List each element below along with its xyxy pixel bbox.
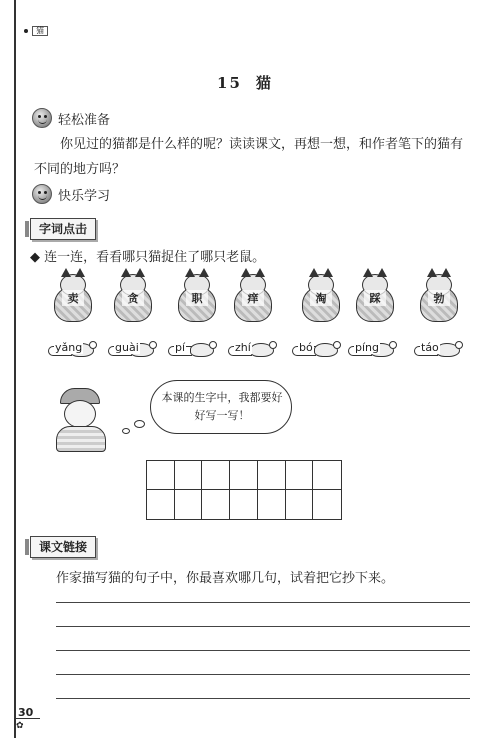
chapter-tab: [24, 26, 48, 37]
cat-character: 勃: [428, 290, 450, 306]
page-number-rule: [14, 718, 40, 719]
mouse-pinyin: yǎng: [55, 341, 83, 354]
bullet-icon: [24, 29, 28, 33]
cat-card[interactable]: [350, 270, 400, 326]
mouse-pinyin: bó: [299, 341, 313, 354]
writing-grid[interactable]: [146, 460, 342, 520]
cat-card[interactable]: [108, 270, 158, 326]
cat-character: 痒: [242, 290, 264, 306]
mouse-pinyin: táo: [421, 341, 439, 354]
link-tag: 课文链接: [30, 536, 96, 558]
page-margin-rule: [14, 0, 16, 738]
mouse-card[interactable]: [48, 338, 96, 360]
section-learn-label: 快乐学习: [58, 188, 111, 204]
cat-character: 职: [186, 290, 208, 306]
cat-character: 淘: [310, 290, 332, 306]
mouse-card[interactable]: [108, 338, 156, 360]
writing-line[interactable]: [56, 674, 470, 675]
cat-card[interactable]: [228, 270, 278, 326]
writing-line[interactable]: [56, 650, 470, 651]
section-prep-label: 轻松准备: [58, 112, 111, 128]
grid-cell[interactable]: [175, 490, 203, 519]
mouse-pinyin: píng: [355, 341, 379, 354]
mouse-card[interactable]: [292, 338, 340, 360]
vocab-tag: 字词点击: [30, 218, 96, 240]
mouse-pinyin: pí: [175, 341, 186, 354]
link-prompt: 作家描写猫的句子中，你最喜欢哪几句，试着把它抄下来。: [56, 571, 395, 586]
boy-illustration: [50, 384, 120, 454]
section-prep-heading: [32, 108, 110, 128]
grid-cell[interactable]: [202, 461, 230, 490]
vocab-instruction: ◆ 连一连，看看哪只猫捉住了哪只老鼠。: [30, 250, 266, 265]
lesson-number: 15: [217, 74, 242, 92]
writing-line[interactable]: [56, 698, 470, 699]
grid-cell[interactable]: [175, 461, 203, 490]
thought-dot: [122, 428, 130, 434]
chapter-glyph: 猫: [32, 26, 48, 36]
grid-cell[interactable]: [313, 461, 341, 490]
grid-cell[interactable]: [313, 490, 341, 519]
lesson-title: [0, 72, 490, 93]
mouse-pinyin: guài: [115, 341, 139, 354]
page-number: 30: [18, 706, 34, 719]
mouse-card[interactable]: [414, 338, 462, 360]
grid-cell[interactable]: [202, 490, 230, 519]
thought-dot: [134, 420, 145, 428]
section-learn-heading: [32, 184, 110, 204]
prep-question: 你见过的猫都是什么样的呢？读读课文，再想一想，和作者笔下的猫有不同的地方吗？: [34, 137, 464, 177]
writing-line[interactable]: [56, 626, 470, 627]
cat-character: 踩: [364, 290, 386, 306]
grid-cell[interactable]: [230, 461, 258, 490]
grid-cell[interactable]: [286, 490, 314, 519]
mouse-pinyin: zhí: [235, 341, 251, 354]
writing-line[interactable]: [56, 602, 470, 603]
cat-character: 卖: [62, 290, 84, 306]
mouse-card[interactable]: [168, 338, 216, 360]
grid-cell[interactable]: [230, 490, 258, 519]
grid-cell[interactable]: [147, 461, 175, 490]
cat-card[interactable]: [48, 270, 98, 326]
cat-card[interactable]: [414, 270, 464, 326]
mouse-row: [48, 336, 468, 362]
grid-cell[interactable]: [147, 490, 175, 519]
grid-cell[interactable]: [286, 461, 314, 490]
cat-card[interactable]: [172, 270, 222, 326]
cat-card[interactable]: [296, 270, 346, 326]
lesson-name: 猫: [255, 74, 273, 92]
cat-character: 贪: [122, 290, 144, 306]
smiley-icon: [32, 108, 52, 128]
cat-row: [48, 270, 468, 328]
grid-cell[interactable]: [258, 490, 286, 519]
mouse-card[interactable]: [348, 338, 396, 360]
mouse-card[interactable]: [228, 338, 276, 360]
thought-bubble-text: 本课的生字中，我都要好好写一写！: [161, 391, 283, 422]
footer-ornament-icon: ✿: [16, 721, 24, 731]
grid-cell[interactable]: [258, 461, 286, 490]
smiley-icon: [32, 184, 52, 204]
